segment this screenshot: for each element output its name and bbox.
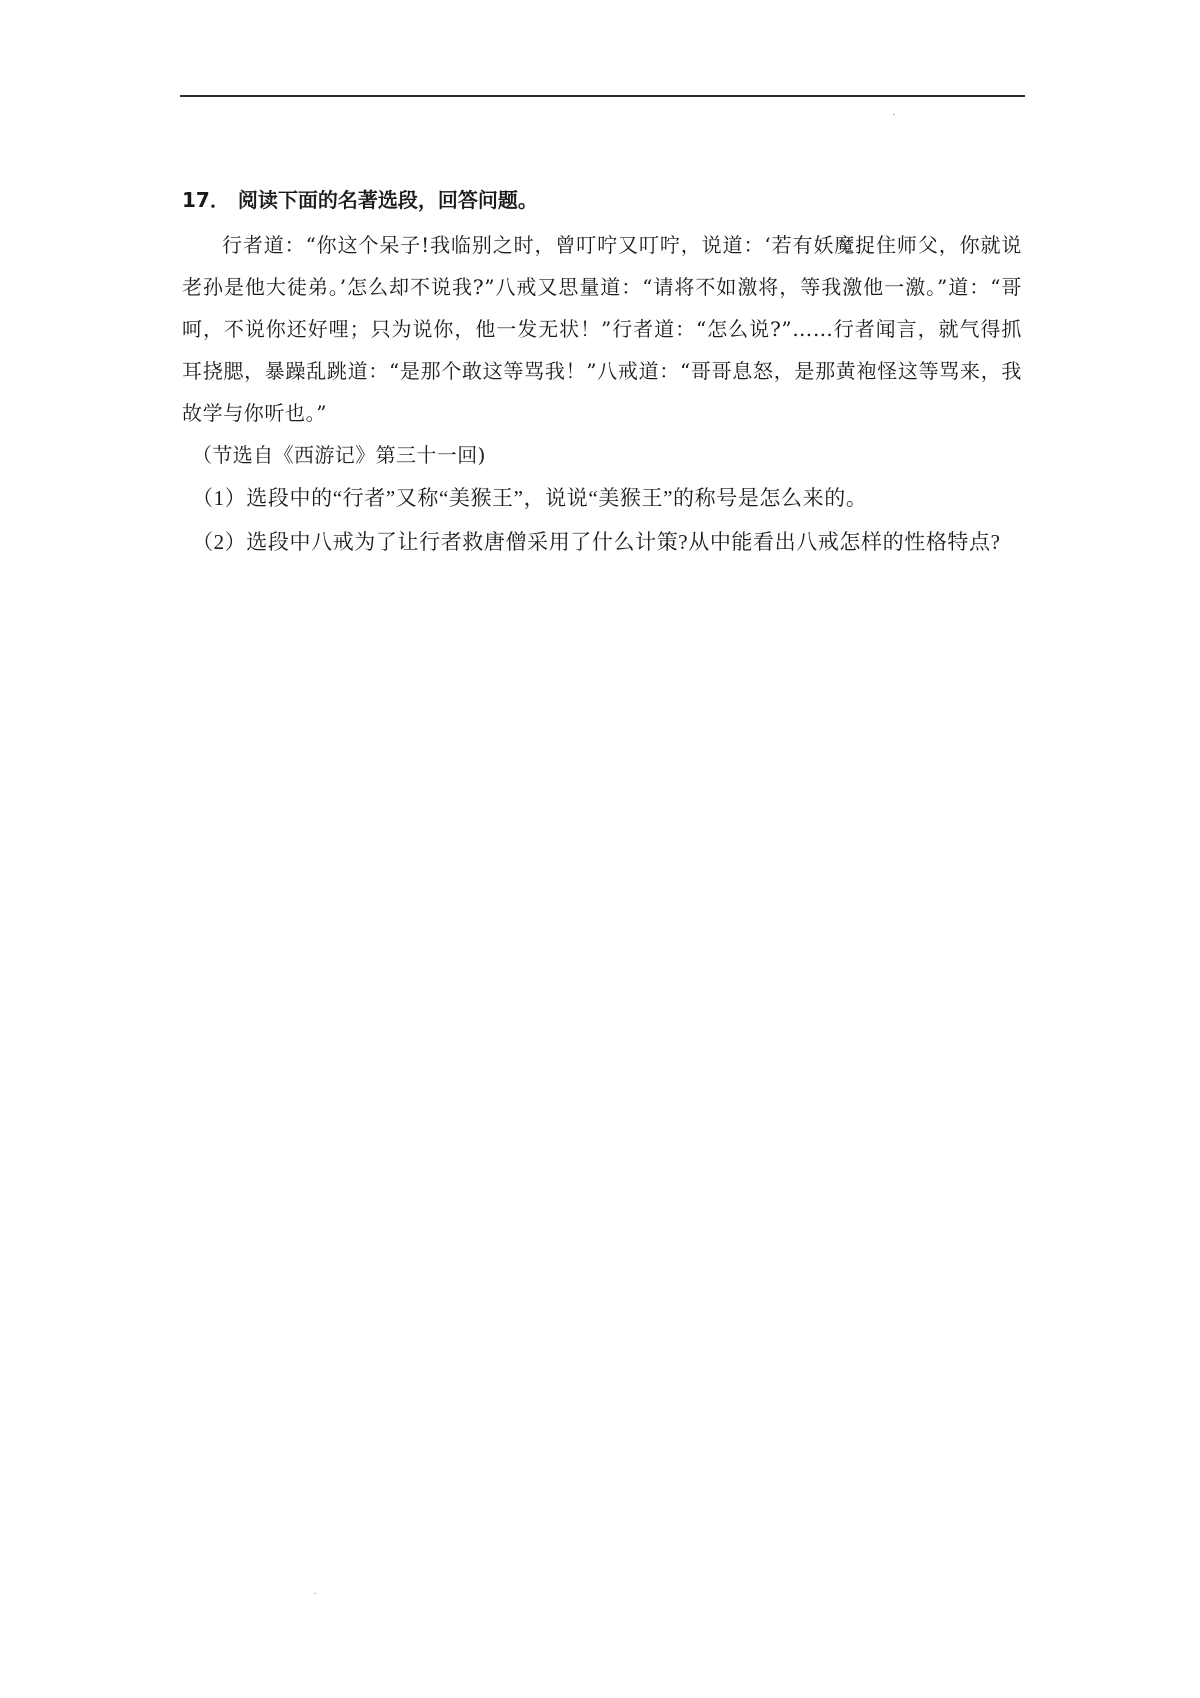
question-title: 阅读下面的名著选段，回答问题。: [237, 188, 538, 212]
sub-question-1: （1）选段中的“行者”又称“美猴王”，说说“美猴王”的称号是怎么来的。: [192, 486, 868, 510]
scan-speck: [893, 114, 895, 115]
passage-text: 行者道：“你这个呆子!我临别之时，曾叮咛又叮咛，说道：‘若有妖魔捉住师父，你就说老孙是他大徒弟。’怎么却不说我?”八戒又思量道：“请将不如激将，等我激他一激。”道：“哥呵，不说你还好哩；只为说你，他一发无状！”行者道：“怎么说?”……行者闻言，就气得抓耳挠腮，暴躁乱跳道：“是那个敢这等骂我！”八戒道：“哥哥息怒，是那黄袍怪这等骂来，我故学与你听也。”: [182, 233, 1022, 425]
scan-speck: [314, 1593, 316, 1594]
sub-question-2: （2）选段中八戒为了让行者救唐僧采用了什么计策?从中能看出八戒怎样的性格特点?: [192, 530, 1001, 554]
header-rule: [180, 95, 1025, 97]
passage-source: （节选自《西游记》第三十一回): [192, 443, 486, 467]
question-number: 17．: [182, 188, 230, 212]
question-block: [182, 185, 1022, 564]
question-heading: [182, 185, 1022, 215]
